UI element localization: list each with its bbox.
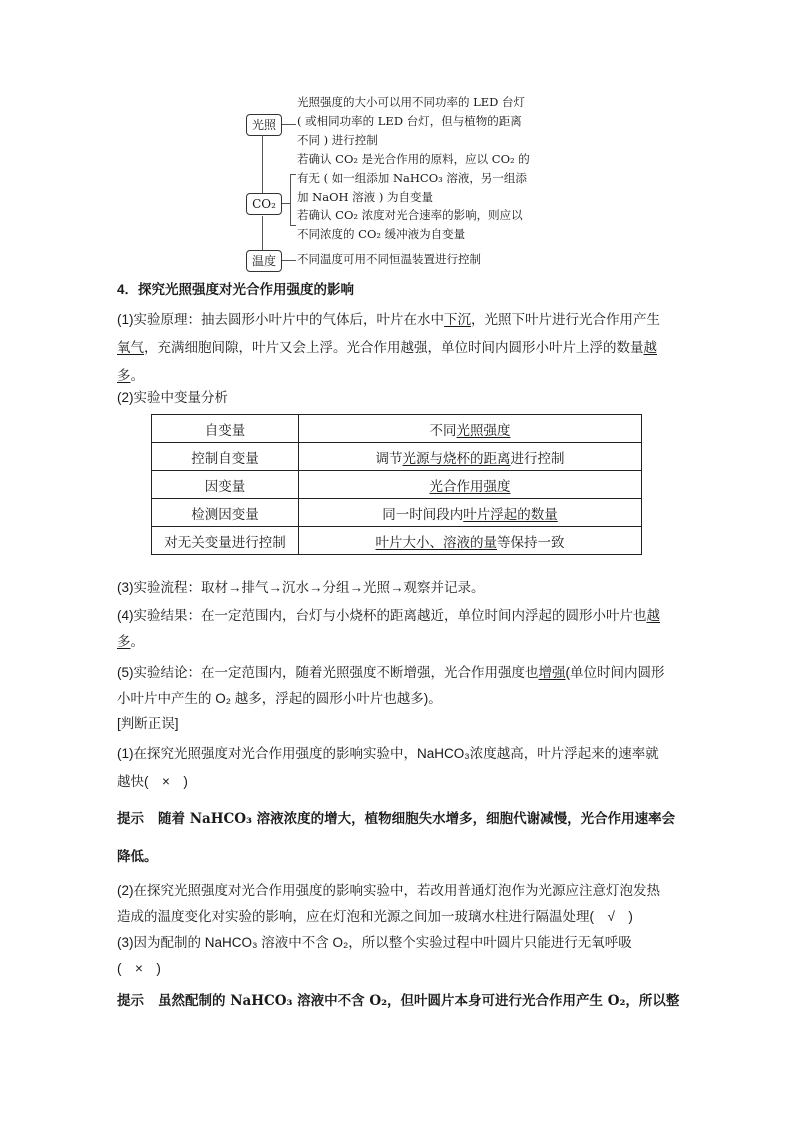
- hint-3: 提示 虽然配制的 NaHCO₃ 溶液中不含 O₂，但叶圆片本身可进行光合作用产生 O₂，所以整: [117, 993, 680, 1009]
- table-cell-label: 控制自变量: [152, 443, 299, 471]
- table-row: 对无关变量进行控制 叶片大小、溶液的量等保持一致: [152, 527, 642, 555]
- table-cell-label: 自变量: [152, 415, 299, 443]
- judge-title: [判断正误]: [117, 716, 179, 731]
- table-row: 因变量 光合作用强度: [152, 471, 642, 499]
- table-row: 自变量 不同光照强度: [152, 415, 642, 443]
- principle: (1)实验原理：抽去圆形小叶片中的气体后，叶片在水中下沉，光照下叶片进行光合作用产生 氧气，充满细胞间隙，叶片又会上浮。光合作用越强，单位时间内圆形小叶片上浮的数量越 多。: [117, 312, 660, 383]
- question-3: (3)因为配制的 NaHCO₃ 溶液中不含 O₂，所以整个实验过程中叶圆片只能进行无氧呼吸 ( × ): [117, 935, 632, 976]
- light-box: 光照: [246, 114, 282, 136]
- co2-note-1: 若确认 CO₂ 是光合作用的原料，应以 CO₂ 的 有无 ( 如一组添加 NaHCO₃ 溶液，另一组添 加 NaOH 溶液 ) 为自变量: [297, 152, 530, 204]
- result: (4)实验结果：在一定范围内，台灯与小烧杯的距离越近，单位时间内浮起的圆形小叶片也越 多。: [117, 608, 660, 649]
- co2-note-2: 若确认 CO₂ 浓度对光合速率的影响，则应以 不同浓度的 CO₂ 缓冲液为自变量: [297, 208, 523, 241]
- temp-box: 温度: [246, 250, 282, 272]
- procedure: (3)实验流程：取材→排气→沉水→分组→光照→观察并记录。: [117, 580, 485, 595]
- variables-table: [151, 414, 642, 555]
- temp-note: 不同温度可用不同恒温装置进行控制: [297, 252, 481, 266]
- question-1: (1)在探究光照强度对光合作用强度的影响实验中，NaHCO₃浓度越高，叶片浮起来的速率就 越快( × ): [117, 746, 659, 789]
- conclusion: (5)实验结论：在一定范围内，随着光照强度不断增强，光合作用强度也增强(单位时间内圆形 小叶片中产生的 O₂ 越多，浮起的圆形小叶片也越多)。: [117, 665, 665, 706]
- section-title: 4．探究光照强度对光合作用强度的影响: [117, 282, 355, 297]
- table-row: 控制自变量 调节光源与烧杯的距离进行控制: [152, 443, 642, 471]
- table-row: 检测因变量 同一时间段内叶片浮起的数量: [152, 499, 642, 527]
- table-cell-label: 对无关变量进行控制: [152, 527, 299, 555]
- variables-title: (2)实验中变量分析: [117, 390, 228, 405]
- hint-1: 提示 随着 NaHCO₃ 溶液浓度的增大，植物细胞失水增多，细胞代谢减慢，光合作用速率会 降低。: [117, 811, 676, 865]
- table-cell-label: 因变量: [152, 471, 299, 499]
- co2-box: CO₂: [246, 193, 282, 215]
- question-2: (2)在探究光照强度对光合作用强度的影响实验中，若改用普通灯泡作为光源应注意灯泡发热 造成的温度变化对实验的影响，应在灯泡和光源之间加一玻璃水柱进行隔温处理( √ ): [117, 883, 660, 924]
- light-note: 光照强度的大小可以用不同功率的 LED 台灯 ( 或相同功率的 LED 台灯，但与植物的距离 不同 ) 进行控制: [297, 95, 526, 147]
- table-cell-label: 检测因变量: [152, 499, 299, 527]
